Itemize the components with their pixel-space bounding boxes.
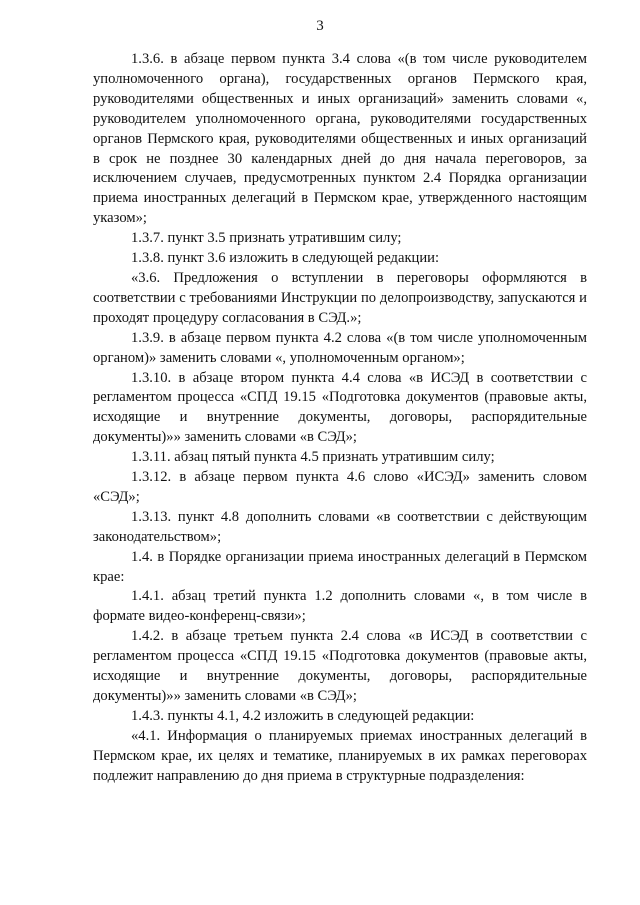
paragraph-4-1-quote: «4.1. Информация о планируемых приемах иностранных делегаций в Пермском крае, их целях и тематике, планируемых в их рамках переговорах подлежит направлению до дня приема в структурные подразделения:	[93, 727, 587, 784]
paragraph-1-3-10: 1.3.10. в абзаце втором пункта 4.4 слова «в ИСЭД в соответствии с регламентом процесса «СПД 19.15 «Подготовка документов (правовые акты, исходящие и внутренние документы, договоры, распорядительные документы)»» заменить словами «в СЭД»;	[93, 369, 587, 446]
paragraph-1-4-2: 1.4.2. в абзаце третьем пункта 2.4 слова «в ИСЭД в соответствии с регламентом процесса «СПД 19.15 «Подготовка документов (правовые акты, исходящие и внутренние документы, договоры, распорядительные документы)»» заменить словами «в СЭД»;	[93, 628, 587, 704]
paragraph-3-6-quote: «3.6. Предложения о вступлении в переговоры оформляются в соответствии с требованиями Инструкции по делопроизводству, запускаются и проходят процедуру согласования в СЭД.»;	[93, 269, 587, 326]
paragraph-1-3-7: 1.3.7. пункт 3.5 признать утратившим силу;	[131, 230, 402, 247]
paragraph-1-3-9: 1.3.9. в абзаце первом пункта 4.2 слова «(в том числе уполномоченным органом)» заменить словами «, уполномоченным органом»;	[93, 329, 587, 366]
paragraph-1-3-8: 1.3.8. пункт 3.6 изложить в следующей редакции:	[131, 250, 440, 267]
document-body	[93, 50, 587, 787]
paragraph-1-4-3: 1.4.3. пункты 4.1, 4.2 изложить в следующей редакции:	[131, 707, 475, 724]
page-number: 3	[316, 18, 324, 34]
paragraph-1-4: 1.4. в Порядке организации приема иностранных делегаций в Пермском крае:	[93, 548, 587, 585]
paragraph-1-3-12: 1.3.12. в абзаце первом пункта 4.6 слово «ИСЭД» заменить словом «СЭД»;	[93, 469, 587, 505]
paragraph-1-4-1: 1.4.1. абзац третий пункта 1.2 дополнить словами «, в том числе в формате видео-конференц-связи»;	[93, 588, 587, 625]
paragraph-1-3-11: 1.3.11. абзац пятый пункта 4.5 признать утратившим силу;	[131, 449, 495, 466]
paragraph-1-3-6: 1.3.6. в абзаце первом пункта 3.4 слова «(в том числе руководителем уполномоченного органа), государственных органов Пермского края, руководителями общественных и иных организаций» заменить словами «, руководителем уполномоченного органа, руководителями государственных органов Пермского края, руководителями общественных и иных организаций в срок не позднее 30 календарных дней до дня начала переговоров, за исключением случаев, предусмотренных пунктом 2.4 Порядка организации приема иностранных делегаций в Пермском крае, утвержденного настоящим указом»;	[93, 51, 587, 227]
paragraph-1-3-13: 1.3.13. пункт 4.8 дополнить словами «в соответствии с действующим законодательством»;	[93, 508, 587, 545]
